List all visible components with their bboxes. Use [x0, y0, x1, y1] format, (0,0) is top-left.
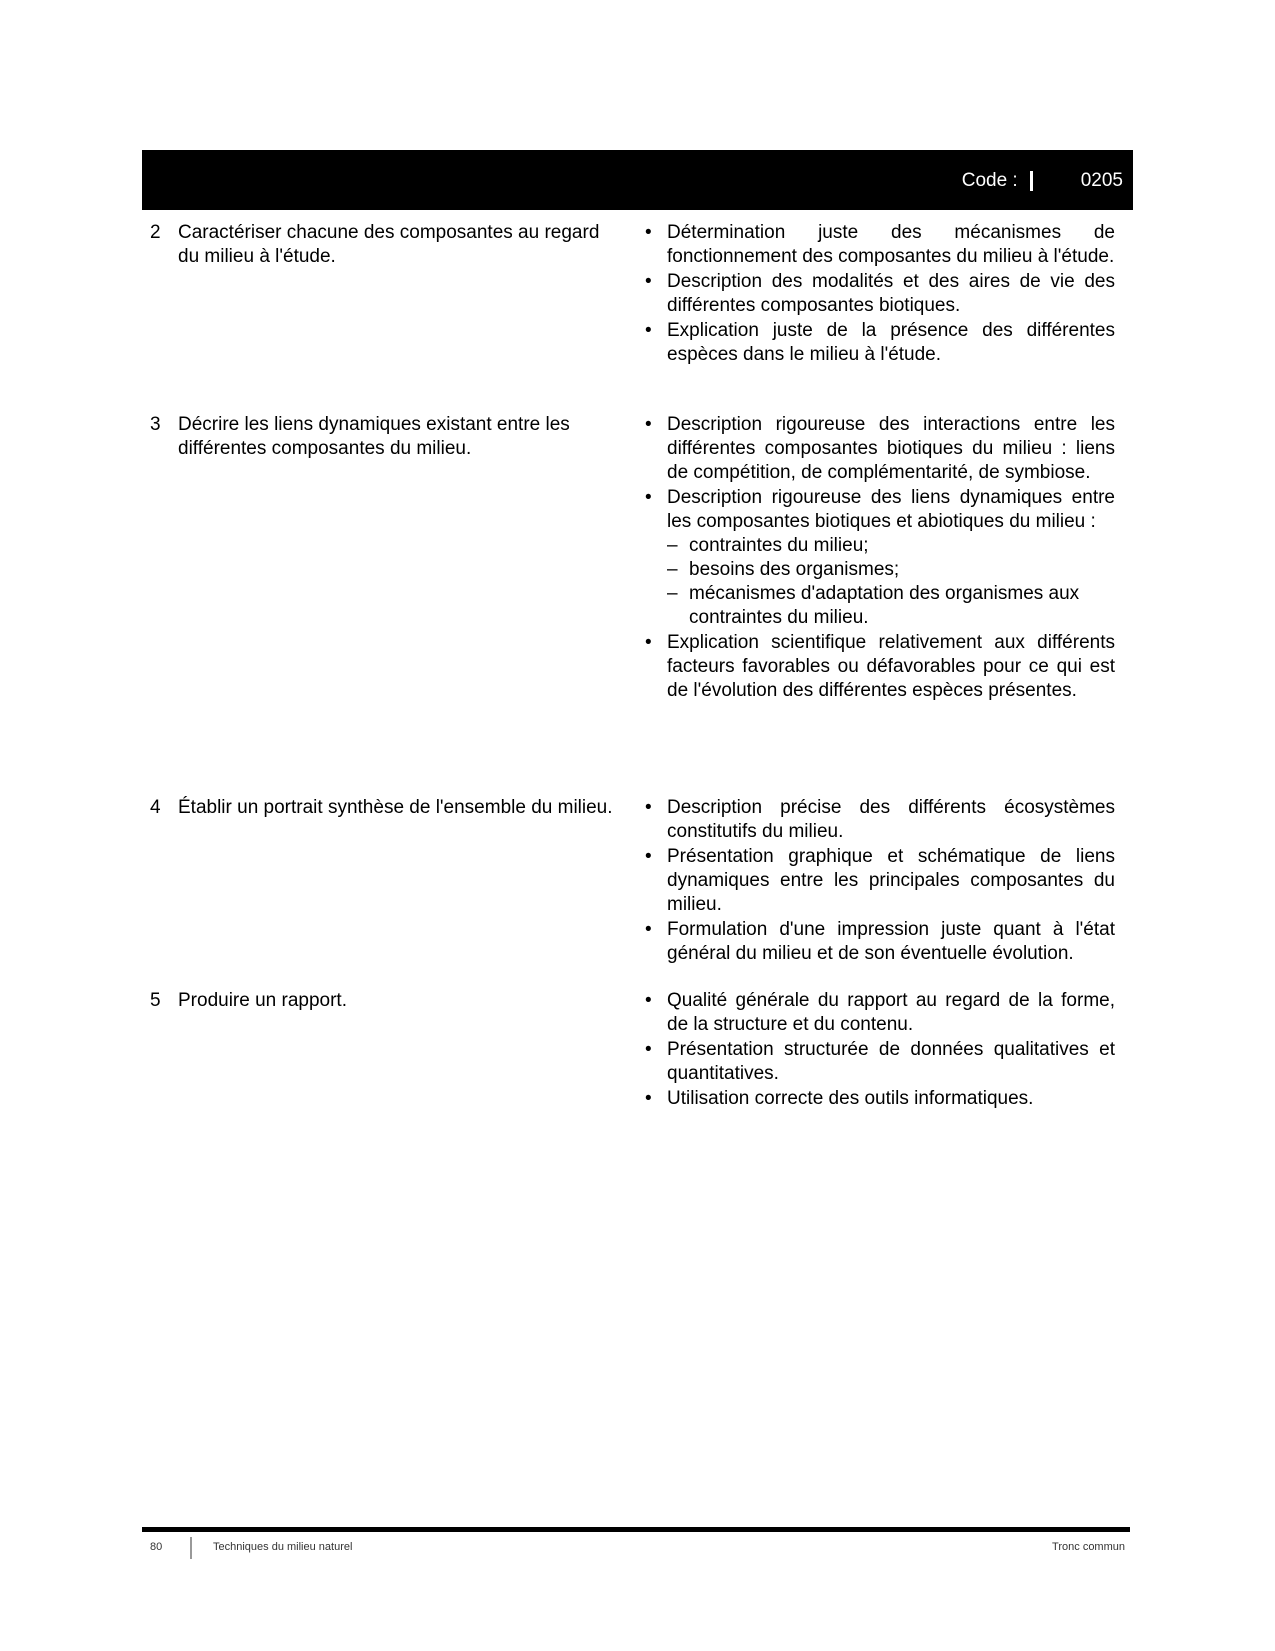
criterion-item [645, 1087, 1115, 1111]
criterion-text: Utilisation correcte des outils informatiques. [667, 1088, 1034, 1109]
criterion-item [645, 918, 1115, 966]
sub-item [667, 558, 1115, 582]
element-number: 2 [150, 222, 161, 243]
criterion-text: Formulation d'une impression juste quant à l'état général du milieu et de son éventuelle évolution. [667, 919, 1115, 964]
criterion-text: Qualité générale du rapport au regard de la forme, de la structure et du contenu. [667, 990, 1115, 1035]
criterion-text: Présentation graphique et schématique de liens dynamiques entre les principales composantes du milieu. [667, 846, 1115, 915]
dash-icon: – [667, 583, 678, 604]
bullet-icon: • [645, 990, 652, 1011]
bullet-icon: • [645, 414, 652, 435]
criterion-item [645, 413, 1115, 485]
criterion-item [645, 631, 1115, 703]
footer-right-label: Tronc commun [1052, 1541, 1125, 1553]
element-text: Caractériser chacune des composantes au regard du milieu à l'étude. [178, 222, 600, 267]
code-separator [1030, 171, 1033, 191]
criterion-text: Description rigoureuse des liens dynamiques entre les composantes biotiques et abiotiques du milieu : [667, 487, 1115, 532]
criterion-item [645, 486, 1115, 630]
criterion-item [645, 270, 1115, 318]
criterion-text: Description des modalités et des aires de vie des différentes composantes biotiques. [667, 271, 1115, 316]
footer-separator [190, 1537, 192, 1559]
bullet-icon: • [645, 271, 652, 292]
element-number: 3 [150, 414, 161, 435]
dash-icon: – [667, 559, 678, 580]
footer-rule [142, 1527, 1130, 1532]
criterion-text: Présentation structurée de données qualitatives et quantitatives. [667, 1039, 1115, 1084]
criteria-list [645, 796, 1115, 966]
element-number: 4 [150, 797, 161, 818]
criteria-list [645, 989, 1115, 1111]
sub-item [667, 534, 1115, 558]
dash-icon: – [667, 535, 678, 556]
bullet-icon: • [645, 919, 652, 940]
criterion-text: Explication scientifique relativement aux différents facteurs favorables ou défavorables pour ce qui est de l'évolution des différentes espèces présentes. [667, 632, 1115, 701]
sub-item-text: besoins des organismes; [689, 559, 900, 580]
page-number: 80 [150, 1541, 163, 1553]
sub-item-text: contraintes du milieu; [689, 535, 869, 556]
element-text: Produire un rapport. [178, 990, 347, 1011]
element-number: 5 [150, 990, 161, 1011]
criteria-list [645, 221, 1115, 367]
bullet-icon: • [645, 846, 652, 867]
criterion-item [645, 845, 1115, 917]
bullet-icon: • [645, 487, 652, 508]
criterion-text: Détermination juste des mécanismes de fonctionnement des composantes du milieu à l'étude. [667, 222, 1115, 267]
criterion-item [645, 221, 1115, 269]
criterion-text: Explication juste de la présence des différentes espèces dans le milieu à l'étude. [667, 320, 1115, 365]
element-text: Établir un portrait synthèse de l'ensemble du milieu. [178, 797, 613, 818]
criterion-item [645, 989, 1115, 1037]
criterion-item [645, 796, 1115, 844]
criterion-text: Description précise des différents écosystèmes constitutifs du milieu. [667, 797, 1115, 842]
header-bar [142, 150, 1133, 210]
sub-item [667, 582, 1115, 630]
bullet-icon: • [645, 797, 652, 818]
bullet-icon: • [645, 632, 652, 653]
criterion-item [645, 319, 1115, 367]
criterion-item [645, 1038, 1115, 1086]
criteria-list [645, 413, 1115, 703]
bullet-icon: • [645, 1039, 652, 1060]
element-text: Décrire les liens dynamiques existant entre les différentes composantes du milieu. [178, 414, 570, 459]
code-label: Code : [961, 170, 1018, 191]
bullet-icon: • [645, 320, 652, 341]
code-value: 0205 [1080, 170, 1123, 191]
sub-item-text: mécanismes d'adaptation des organismes aux contraintes du milieu. [689, 583, 1080, 628]
criterion-text: Description rigoureuse des interactions entre les différentes composantes biotiques du milieu : liens de compétition, de complémentarité, de symbiose. [667, 414, 1115, 483]
competency-code [962, 170, 1123, 192]
bullet-icon: • [645, 1088, 652, 1109]
bullet-icon: • [645, 222, 652, 243]
program-name: Techniques du milieu naturel [213, 1541, 353, 1553]
